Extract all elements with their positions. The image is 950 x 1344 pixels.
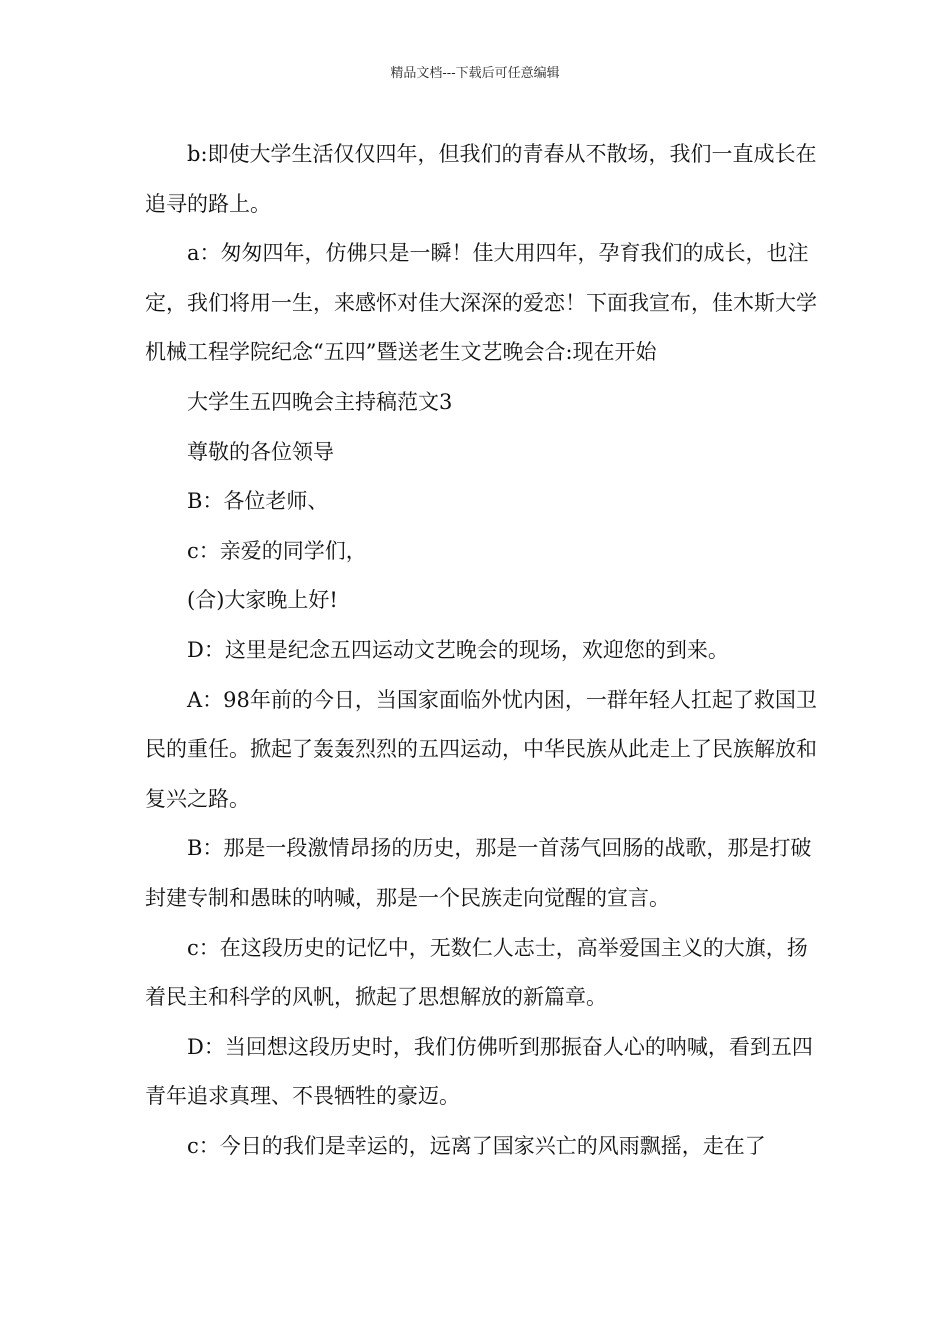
paragraph: B：各位老师、 (187, 489, 329, 514)
paragraph: D：这里是纪念五四运动文艺晚会的现场，欢迎您的到来。 (187, 637, 729, 662)
page-header: 精品文档---下载后可任意编辑 (390, 66, 560, 81)
paragraph: (合)大家晚上好! (187, 588, 338, 613)
paragraph: D：当回想这段历史时，我们仿佛听到那振奋人心的呐喊，看到五四青年追求真理、不畏牺牲的豪迈。 (145, 1034, 813, 1109)
section-heading: 大学生五四晚会主持稿范文3 (187, 389, 453, 414)
paragraph: A：98年前的今日，当国家面临外忧内困，一群年轻人扛起了救国卫民的重任。掀起了轰轰烈烈的五四运动，中华民族从此走上了民族解放和复兴之路。 (145, 687, 817, 811)
paragraph: 尊敬的各位领导 (187, 439, 334, 464)
paragraph: a：匆匆四年，仿佛只是一瞬！佳大用四年，孕育我们的成长，也注定，我们将用一生，来感怀对佳大深深的爱恋！下面我宣布，佳木斯大学机械工程学院纪念“五四”暨送老生文艺晚会合:现在开始 (145, 241, 817, 365)
paragraph: B：那是一段激情昂扬的历史，那是一首荡气回肠的战歌，那是打破封建专制和愚昧的呐喊，那是一个民族走向觉醒的宣言。 (145, 836, 812, 910)
paragraph: b:即使大学生活仅仅四年，但我们的青春从不散场，我们一直成长在追寻的路上。 (145, 142, 817, 216)
paragraph: c：今日的我们是幸运的，远离了国家兴亡的风雨飘摇，走在了 (187, 1133, 766, 1158)
document-body (145, 130, 825, 1171)
paragraph: c：亲爱的同学们， (187, 538, 367, 563)
paragraph: c：在这段历史的记忆中，无数仁人志士，高举爱国主义的大旗，扬着民主和科学的风帆，掀起了思想解放的新篇章。 (145, 935, 808, 1010)
